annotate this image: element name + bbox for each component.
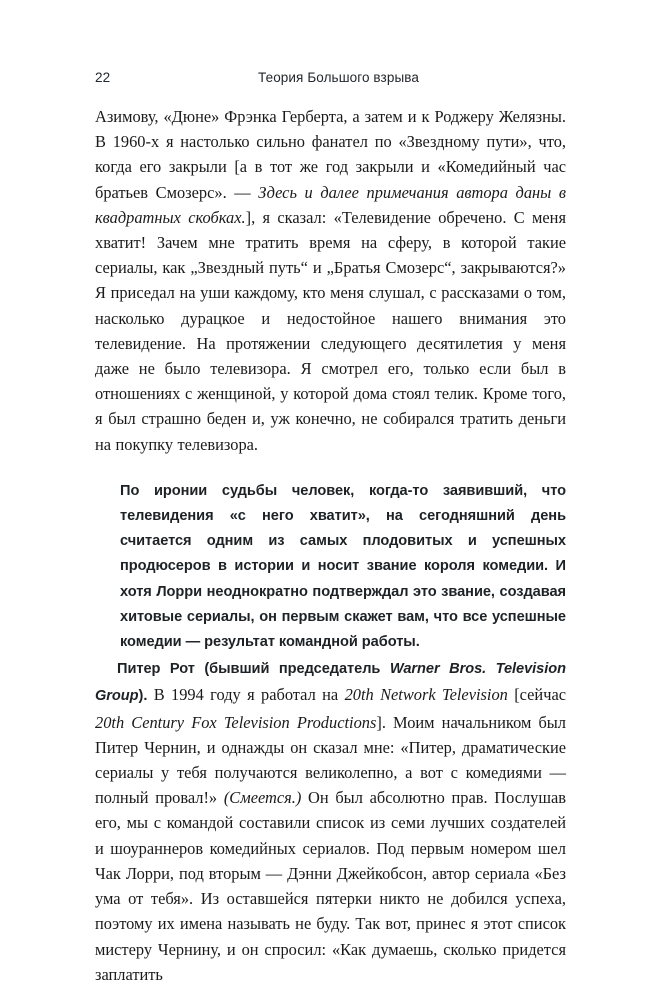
paragraph-1-part-2: ], я сказал: «Телевидение обречено. С меня хватит! Зачем мне тратить время на сферу, в которой такие сериалы, как „Звездный путь“ и „Братья Смозерс“, закрываются?» Я приседал на уши каждому, кто меня слушал, с рассказами о том, насколько дурацкое и недостойное нашего внимания это телевидение. На протяжении следующего десятилетия у меня даже не было телевизора. Я смотрел его, только если был в отношениях с женщиной, у которой дома стоял телик. Кроме того, я был страшно беден и, уж конечно, не собирался тратить деньги на покупку телевизора. (95, 207, 566, 454)
paragraph-1-part-1: Азимову, «Дюне» Фрэнка Герберта, а затем и к Роджеру Желязны. В 1960-х я настолько сильно фанател по «Звездному пути», что, когда его закрыли [а в тот же год закрыли и «Комедийный час братьев Смозерс». — (95, 107, 566, 202)
callout-text: По иронии судьбы человек, когда-то заявивший, что телевидения «с него хватит», на сегодняшний день считается одним из самых плодовитых и успешных продюсеров в истории и носит звание короля комедии. И хотя Лорри неоднократно подтверждал это звание, создавая хитовые сериалы, он первым скажет вам, что все успешные комедии — результат командной работы. (120, 482, 566, 651)
paragraph-2-stage-direction: (Смеется.) (223, 788, 302, 808)
paragraph-2-part-4: Он был абсолютно прав. Послушав его, мы с командой составили список из семи лучших создателей и шоураннеров комедийных сериалов. Под первым номером шел Чак Лорри, под вторым — Дэнни Джейкобсон, автор сериала «Без ума от тебя». Из оставшейся пятерки никто не добился успеха, поэтому их имена называть не буду. Так вот, принес я этот список мистеру Чернину, и он спросил: «Как думаешь, сколько придется заплатить (95, 788, 567, 984)
book-title: Теория Большого взрыва (258, 70, 419, 85)
paragraph-2 (95, 655, 566, 987)
speaker-name: Питер Рот (бывший председатель (117, 661, 390, 678)
paragraph-2-studio-name: 20th Century Fox Television Productions (95, 712, 377, 732)
paragraph-1 (95, 104, 566, 457)
paragraph-2-part-3: ]. Моим начальником был Питер Чернин, и однажды он сказал мне: «Питер, драматические сериалы у тебя получаются великолепно, а вот с комедиями — полный провал!» (95, 712, 566, 808)
paragraph-2-part-1: В 1994 году я работал на (147, 685, 345, 705)
callout-block (95, 479, 566, 655)
paragraph-2-part-2: [сейчас (507, 685, 567, 705)
paragraph-2-network-name: 20th Network Television (344, 685, 508, 705)
speaker-company: Warner Bros. Television Group (95, 661, 566, 705)
speaker-suffix: ). (138, 688, 148, 705)
paragraph-1-editor-note: Здесь и далее примечания автора даны в квадратных скобках. (95, 182, 566, 227)
running-header (95, 68, 566, 88)
text-column (95, 104, 566, 987)
page-number: 22 (95, 70, 111, 85)
